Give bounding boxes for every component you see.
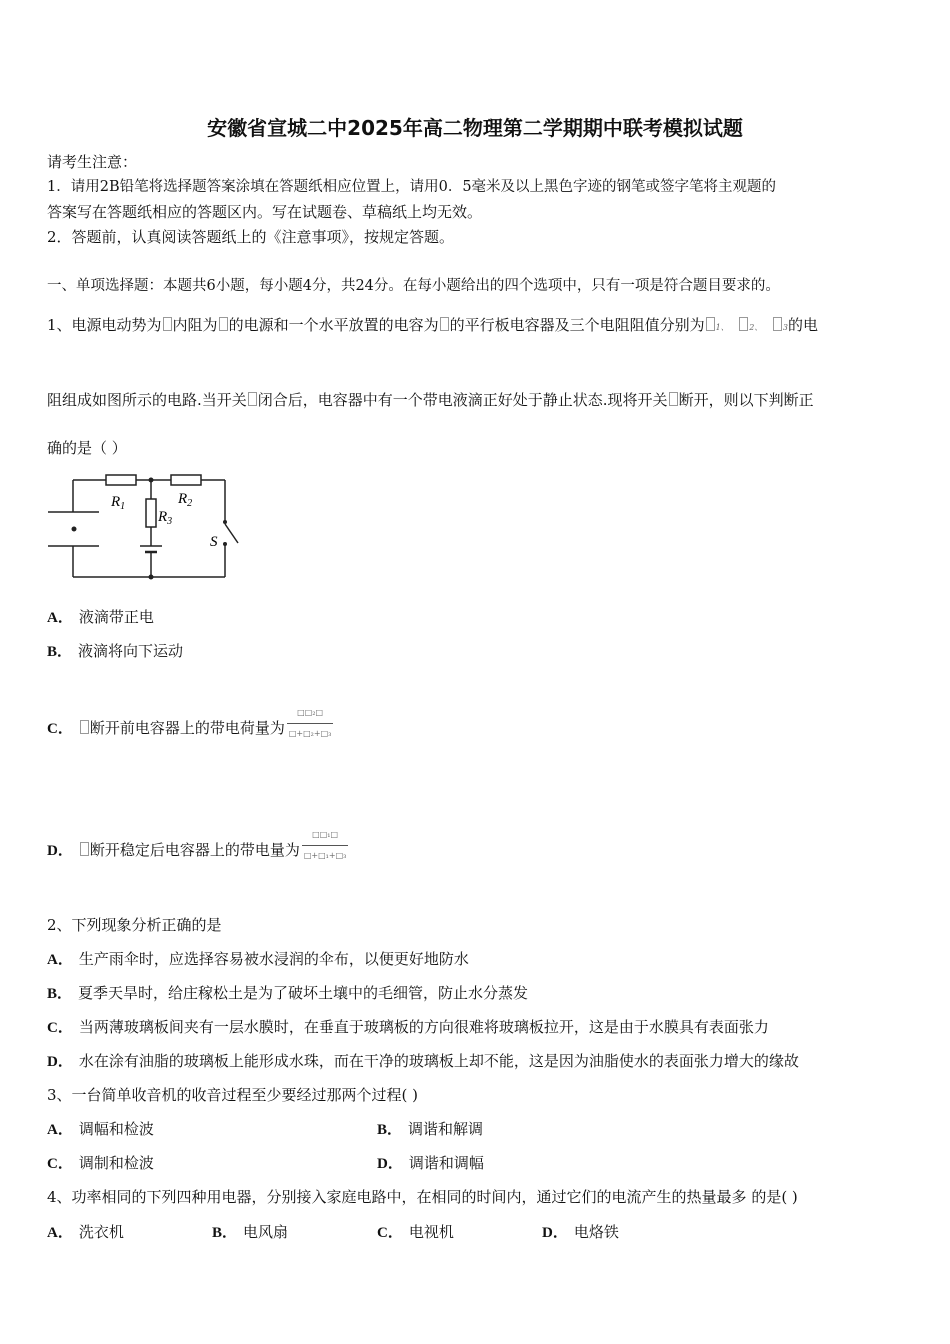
option-letter: D． (47, 843, 73, 859)
fraction (302, 826, 349, 865)
q4-option-d (542, 1223, 619, 1242)
question-2-stem: 2、下列现象分析正确的是 (47, 916, 222, 934)
option-text: 调谐和调幅 (408, 1154, 484, 1172)
option-text: 液滴将向下运动 (78, 642, 184, 660)
section-heading: 一、单项选择题：本题共6小题，每小题4分，共24分。在每小题给出的四个选项中，只有一项是符合题目要求的。 (47, 278, 780, 294)
option-text: 电风扇 (243, 1223, 289, 1241)
switch-contact (223, 520, 227, 524)
fraction-numerator: □□₂□ (297, 708, 324, 717)
option-letter: A． (47, 610, 73, 626)
fraction-denominator: □+□₂+□₃ (287, 723, 334, 743)
r3-label: $R_3$ (158, 509, 173, 527)
option-letter: B． (47, 644, 73, 660)
option-letter: D． (542, 1225, 568, 1241)
option-text: 当两薄玻璃板间夹有一层水膜时，在垂直于玻璃板的方向很难将玻璃板拉开，这是由于水膜具有表面张力 (78, 1018, 769, 1036)
resistor-symbol (773, 317, 782, 331)
junction-dot (149, 478, 154, 483)
q4-option-b (212, 1223, 288, 1242)
q1-text: 闭合后，电容器中有一个带电液滴正好处于静止状态.现将开关 (257, 391, 668, 409)
switch-symbol (80, 842, 89, 856)
option-letter: D． (377, 1156, 403, 1172)
q1-text: 的电源和一个水平放置的电容为 (228, 316, 439, 334)
option-text: 电烙铁 (573, 1223, 619, 1241)
switch-blade (225, 524, 238, 543)
r1-label: $R_1$ (111, 494, 126, 512)
option-letter: B． (212, 1225, 238, 1241)
q3-option-b (377, 1120, 483, 1139)
charged-droplet (72, 527, 77, 532)
option-text: 洗衣机 (78, 1223, 124, 1241)
option-letter: C． (377, 1225, 403, 1241)
question-3-stem: 3、一台简单收音机的收音过程至少要经过那两个过程( ) (47, 1086, 419, 1104)
notice-heading: 请考生注意： (47, 153, 138, 171)
capacitance-symbol (440, 317, 449, 331)
switch-symbol (669, 392, 678, 406)
fraction-numerator: □□₁□ (312, 830, 339, 839)
option-text: 液滴带正电 (78, 608, 154, 626)
option-letter: B． (47, 986, 73, 1002)
option-text: 电视机 (408, 1223, 454, 1241)
subscript: 3 (782, 323, 788, 332)
page-title: 安徽省宣城二中2025年高二物理第二学期期中联考模拟试题 (207, 116, 743, 140)
option-letter: A． (47, 952, 73, 968)
resistor-r1 (106, 475, 136, 485)
option-text: 调制和检波 (78, 1154, 154, 1172)
option-letter: C． (47, 721, 73, 737)
question-4-stem: 4、功率相同的下列四种用电器，分别接入家庭电路中，在相同的时间内，通过它们的电流产生的热量最多 的是( ) (47, 1188, 798, 1206)
q2-option-b (47, 984, 528, 1003)
resistor-symbol (706, 317, 715, 331)
q1-text: 的平行板电容器及三个电阻阻值分别为 (449, 316, 705, 334)
emf-symbol (163, 317, 172, 331)
switch-contact (223, 542, 227, 546)
q2-option-d (47, 1052, 799, 1071)
internal-resistance-symbol (219, 317, 228, 331)
option-text: 夏季天旱时，给庄稼松土是为了破坏土壤中的毛细管，防止水分蒸发 (78, 984, 529, 1002)
resistor-r2 (171, 475, 201, 485)
circuit-diagram (44, 466, 254, 584)
q1-text: 内阻为 (172, 316, 218, 334)
q1-text: 断开，则以下判断正 (678, 391, 814, 409)
q3-option-d (377, 1154, 484, 1173)
option-text: 生产雨伞时，应选择容易被水浸润的伞布，以便更好地防水 (78, 950, 469, 968)
separator: 、 (720, 323, 729, 332)
switch-symbol (80, 720, 89, 734)
q2-option-a (47, 950, 469, 969)
q1-option-a (47, 608, 154, 627)
notice-line-1: 1．请用2B铅笔将选择题答案涂填在答题纸相应位置上，请用0．5毫米及以上黑色字迹的钢笔或签字笔将主观题的 (47, 179, 777, 195)
q1-text: 阻组成如图所示的电路.当开关 (47, 391, 247, 409)
option-text: 断开前电容器上的带电荷量为 (89, 719, 285, 737)
q1-option-c (47, 704, 333, 743)
q2-option-c (47, 1018, 769, 1037)
fraction (287, 704, 334, 743)
q1-option-d (47, 826, 348, 865)
q1-text: 的电 (787, 316, 818, 334)
question-1-line-1 (47, 316, 818, 337)
option-letter: C． (47, 1156, 73, 1172)
option-letter: C． (47, 1020, 73, 1036)
option-letter: A． (47, 1225, 73, 1241)
fraction-denominator: □+□₁+□₃ (302, 845, 349, 865)
option-letter: A． (47, 1122, 73, 1138)
subscript: 1 (715, 323, 721, 332)
q4-option-c (377, 1223, 454, 1242)
option-letter: D． (47, 1054, 73, 1070)
r2-label: $R_2$ (178, 491, 193, 509)
q3-option-c (47, 1154, 154, 1173)
option-text: 调谐和解调 (408, 1120, 484, 1138)
q3-option-a (47, 1120, 154, 1139)
separator: 、 (754, 323, 763, 332)
q4-option-a (47, 1223, 124, 1242)
question-1-line-3: 确的是（ ） (47, 439, 127, 457)
notice-line-2: 答案写在答题纸相应的答题区内。写在试题卷、草稿纸上均无效。 (47, 203, 483, 221)
option-text: 断开稳定后电容器上的带电量为 (89, 841, 300, 859)
option-letter: B． (377, 1122, 403, 1138)
switch-label: S (210, 534, 218, 550)
junction-dot (149, 575, 154, 580)
resistor-symbol (739, 317, 748, 331)
option-text: 水在涂有油脂的玻璃板上能形成水珠，而在干净的玻璃板上却不能，这是因为油脂使水的表面张力增大的缘故 (78, 1052, 799, 1070)
q1-option-b (47, 642, 183, 661)
resistor-r3 (146, 499, 156, 527)
subscript: 2 (749, 323, 755, 332)
q1-text: 1、电源电动势为 (47, 316, 162, 334)
option-text: 调幅和检波 (78, 1120, 154, 1138)
question-1-line-2 (47, 391, 814, 409)
switch-symbol (248, 392, 257, 406)
notice-line-3: 2．答题前，认真阅读答题纸上的《注意事项》，按规定答题。 (47, 228, 455, 246)
